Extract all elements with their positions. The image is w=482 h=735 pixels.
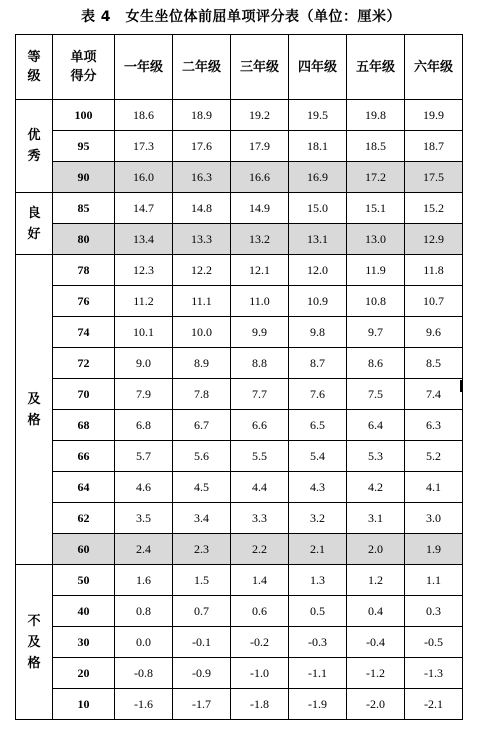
table-row bbox=[16, 410, 463, 441]
header-grade-5: 五年级 bbox=[347, 35, 405, 100]
value-cell: 2.0 bbox=[347, 534, 405, 565]
table-row bbox=[16, 162, 463, 193]
value-cell: 1.3 bbox=[289, 565, 347, 596]
value-cell: 11.0 bbox=[231, 286, 289, 317]
value-cell: 0.8 bbox=[115, 596, 173, 627]
score-cell: 20 bbox=[53, 658, 115, 689]
value-cell: 18.7 bbox=[405, 131, 463, 162]
value-cell: 3.0 bbox=[405, 503, 463, 534]
header-grade-1: 一年级 bbox=[115, 35, 173, 100]
score-cell: 50 bbox=[53, 565, 115, 596]
value-cell: 15.2 bbox=[405, 193, 463, 224]
header-grade-3: 三年级 bbox=[231, 35, 289, 100]
score-cell: 66 bbox=[53, 441, 115, 472]
value-cell: 5.7 bbox=[115, 441, 173, 472]
value-cell: -1.0 bbox=[231, 658, 289, 689]
value-cell: 4.2 bbox=[347, 472, 405, 503]
value-cell: 1.4 bbox=[231, 565, 289, 596]
grade-cell: 良 好 bbox=[16, 193, 53, 255]
value-cell: 10.1 bbox=[115, 317, 173, 348]
grade-cell: 不 及 格 bbox=[16, 565, 53, 720]
value-cell: 5.5 bbox=[231, 441, 289, 472]
score-cell: 95 bbox=[53, 131, 115, 162]
value-cell: 0.5 bbox=[289, 596, 347, 627]
value-cell: 10.9 bbox=[289, 286, 347, 317]
table-row bbox=[16, 286, 463, 317]
value-cell: 2.2 bbox=[231, 534, 289, 565]
score-cell: 78 bbox=[53, 255, 115, 286]
value-cell: 10.8 bbox=[347, 286, 405, 317]
value-cell: 16.3 bbox=[173, 162, 231, 193]
value-cell: 12.0 bbox=[289, 255, 347, 286]
table-row bbox=[16, 689, 463, 720]
value-cell: 0.7 bbox=[173, 596, 231, 627]
value-cell: -0.4 bbox=[347, 627, 405, 658]
value-cell: 12.3 bbox=[115, 255, 173, 286]
value-cell: 5.4 bbox=[289, 441, 347, 472]
value-cell: -0.3 bbox=[289, 627, 347, 658]
value-cell: 6.3 bbox=[405, 410, 463, 441]
value-cell: 9.7 bbox=[347, 317, 405, 348]
value-cell: -1.9 bbox=[289, 689, 347, 720]
value-cell: 17.2 bbox=[347, 162, 405, 193]
value-cell: 7.8 bbox=[173, 379, 231, 410]
value-cell: 13.2 bbox=[231, 224, 289, 255]
value-cell: -1.2 bbox=[347, 658, 405, 689]
value-cell: 0.4 bbox=[347, 596, 405, 627]
value-cell: 14.9 bbox=[231, 193, 289, 224]
value-cell: 7.7 bbox=[231, 379, 289, 410]
score-cell: 72 bbox=[53, 348, 115, 379]
header-score: 单项 得分 bbox=[53, 35, 115, 100]
table-row bbox=[16, 503, 463, 534]
table-row bbox=[16, 596, 463, 627]
value-cell: 3.3 bbox=[231, 503, 289, 534]
value-cell: 16.6 bbox=[231, 162, 289, 193]
score-cell: 85 bbox=[53, 193, 115, 224]
value-cell: 1.6 bbox=[115, 565, 173, 596]
header-grade: 等 级 bbox=[16, 35, 53, 100]
value-cell: -1.8 bbox=[231, 689, 289, 720]
score-cell: 10 bbox=[53, 689, 115, 720]
table-row bbox=[16, 627, 463, 658]
value-cell: 14.7 bbox=[115, 193, 173, 224]
value-cell: 0.3 bbox=[405, 596, 463, 627]
value-cell: 1.9 bbox=[405, 534, 463, 565]
value-cell: -1.7 bbox=[173, 689, 231, 720]
value-cell: 18.9 bbox=[173, 100, 231, 131]
grade-cell: 优 秀 bbox=[16, 100, 53, 193]
value-cell: 4.4 bbox=[231, 472, 289, 503]
value-cell: 17.9 bbox=[231, 131, 289, 162]
value-cell: 4.5 bbox=[173, 472, 231, 503]
table-row bbox=[16, 224, 463, 255]
score-cell: 100 bbox=[53, 100, 115, 131]
value-cell: 13.0 bbox=[347, 224, 405, 255]
value-cell: -1.1 bbox=[289, 658, 347, 689]
value-cell: 3.5 bbox=[115, 503, 173, 534]
value-cell: 9.6 bbox=[405, 317, 463, 348]
value-cell: -2.0 bbox=[347, 689, 405, 720]
value-cell: 6.5 bbox=[289, 410, 347, 441]
value-cell: 6.8 bbox=[115, 410, 173, 441]
value-cell: 8.7 bbox=[289, 348, 347, 379]
header-grade-4: 四年级 bbox=[289, 35, 347, 100]
table-row bbox=[16, 100, 463, 131]
value-cell: 11.9 bbox=[347, 255, 405, 286]
value-cell: 3.2 bbox=[289, 503, 347, 534]
value-cell: 12.2 bbox=[173, 255, 231, 286]
score-cell: 80 bbox=[53, 224, 115, 255]
table-row bbox=[16, 658, 463, 689]
value-cell: 4.1 bbox=[405, 472, 463, 503]
value-cell: 16.9 bbox=[289, 162, 347, 193]
value-cell: 0.0 bbox=[115, 627, 173, 658]
value-cell: -0.9 bbox=[173, 658, 231, 689]
value-cell: 13.3 bbox=[173, 224, 231, 255]
grade-cell: 及 格 bbox=[16, 255, 53, 565]
page-edge-mark bbox=[460, 380, 462, 392]
value-cell: 4.3 bbox=[289, 472, 347, 503]
score-cell: 62 bbox=[53, 503, 115, 534]
value-cell: 18.1 bbox=[289, 131, 347, 162]
score-table bbox=[15, 34, 463, 720]
value-cell: 19.9 bbox=[405, 100, 463, 131]
score-cell: 74 bbox=[53, 317, 115, 348]
value-cell: 6.6 bbox=[231, 410, 289, 441]
table-row bbox=[16, 534, 463, 565]
value-cell: -1.6 bbox=[115, 689, 173, 720]
value-cell: 9.0 bbox=[115, 348, 173, 379]
value-cell: 10.0 bbox=[173, 317, 231, 348]
value-cell: 10.7 bbox=[405, 286, 463, 317]
value-cell: 17.6 bbox=[173, 131, 231, 162]
value-cell: 12.9 bbox=[405, 224, 463, 255]
value-cell: 19.8 bbox=[347, 100, 405, 131]
value-cell: -1.3 bbox=[405, 658, 463, 689]
value-cell: 7.9 bbox=[115, 379, 173, 410]
score-cell: 40 bbox=[53, 596, 115, 627]
table-row bbox=[16, 379, 463, 410]
score-cell: 30 bbox=[53, 627, 115, 658]
value-cell: 7.5 bbox=[347, 379, 405, 410]
value-cell: 5.6 bbox=[173, 441, 231, 472]
value-cell: 13.4 bbox=[115, 224, 173, 255]
score-cell: 64 bbox=[53, 472, 115, 503]
value-cell: 3.4 bbox=[173, 503, 231, 534]
value-cell: 11.1 bbox=[173, 286, 231, 317]
value-cell: 4.6 bbox=[115, 472, 173, 503]
value-cell: 16.0 bbox=[115, 162, 173, 193]
value-cell: 7.4 bbox=[405, 379, 463, 410]
value-cell: 3.1 bbox=[347, 503, 405, 534]
value-cell: 8.9 bbox=[173, 348, 231, 379]
score-cell: 90 bbox=[53, 162, 115, 193]
value-cell: 13.1 bbox=[289, 224, 347, 255]
score-cell: 68 bbox=[53, 410, 115, 441]
value-cell: 17.3 bbox=[115, 131, 173, 162]
value-cell: 5.3 bbox=[347, 441, 405, 472]
value-cell: 19.5 bbox=[289, 100, 347, 131]
value-cell: -0.2 bbox=[231, 627, 289, 658]
value-cell: 2.4 bbox=[115, 534, 173, 565]
value-cell: 9.8 bbox=[289, 317, 347, 348]
value-cell: 9.9 bbox=[231, 317, 289, 348]
value-cell: 17.5 bbox=[405, 162, 463, 193]
score-cell: 60 bbox=[53, 534, 115, 565]
header-row bbox=[16, 35, 463, 100]
value-cell: -0.1 bbox=[173, 627, 231, 658]
value-cell: 8.5 bbox=[405, 348, 463, 379]
table-row bbox=[16, 255, 463, 286]
value-cell: 15.0 bbox=[289, 193, 347, 224]
value-cell: 12.1 bbox=[231, 255, 289, 286]
table-row bbox=[16, 193, 463, 224]
value-cell: 6.4 bbox=[347, 410, 405, 441]
header-grade-6: 六年级 bbox=[405, 35, 463, 100]
value-cell: 7.6 bbox=[289, 379, 347, 410]
value-cell: -2.1 bbox=[405, 689, 463, 720]
table-row bbox=[16, 131, 463, 162]
value-cell: 0.6 bbox=[231, 596, 289, 627]
value-cell: 11.8 bbox=[405, 255, 463, 286]
score-cell: 76 bbox=[53, 286, 115, 317]
value-cell: 1.2 bbox=[347, 565, 405, 596]
value-cell: 14.8 bbox=[173, 193, 231, 224]
table-row bbox=[16, 441, 463, 472]
table-row bbox=[16, 348, 463, 379]
value-cell: 19.2 bbox=[231, 100, 289, 131]
value-cell: 1.5 bbox=[173, 565, 231, 596]
value-cell: 2.1 bbox=[289, 534, 347, 565]
value-cell: 2.3 bbox=[173, 534, 231, 565]
value-cell: -0.5 bbox=[405, 627, 463, 658]
score-cell: 70 bbox=[53, 379, 115, 410]
value-cell: 5.2 bbox=[405, 441, 463, 472]
header-grade-2: 二年级 bbox=[173, 35, 231, 100]
table-title: 表 4 女生坐位体前屈单项评分表（单位：厘米） bbox=[80, 9, 402, 25]
value-cell: 15.1 bbox=[347, 193, 405, 224]
value-cell: 8.8 bbox=[231, 348, 289, 379]
value-cell: 11.2 bbox=[115, 286, 173, 317]
table-row bbox=[16, 472, 463, 503]
value-cell: -0.8 bbox=[115, 658, 173, 689]
value-cell: 18.5 bbox=[347, 131, 405, 162]
value-cell: 18.6 bbox=[115, 100, 173, 131]
table-row bbox=[16, 317, 463, 348]
value-cell: 1.1 bbox=[405, 565, 463, 596]
value-cell: 6.7 bbox=[173, 410, 231, 441]
value-cell: 8.6 bbox=[347, 348, 405, 379]
table-row bbox=[16, 565, 463, 596]
